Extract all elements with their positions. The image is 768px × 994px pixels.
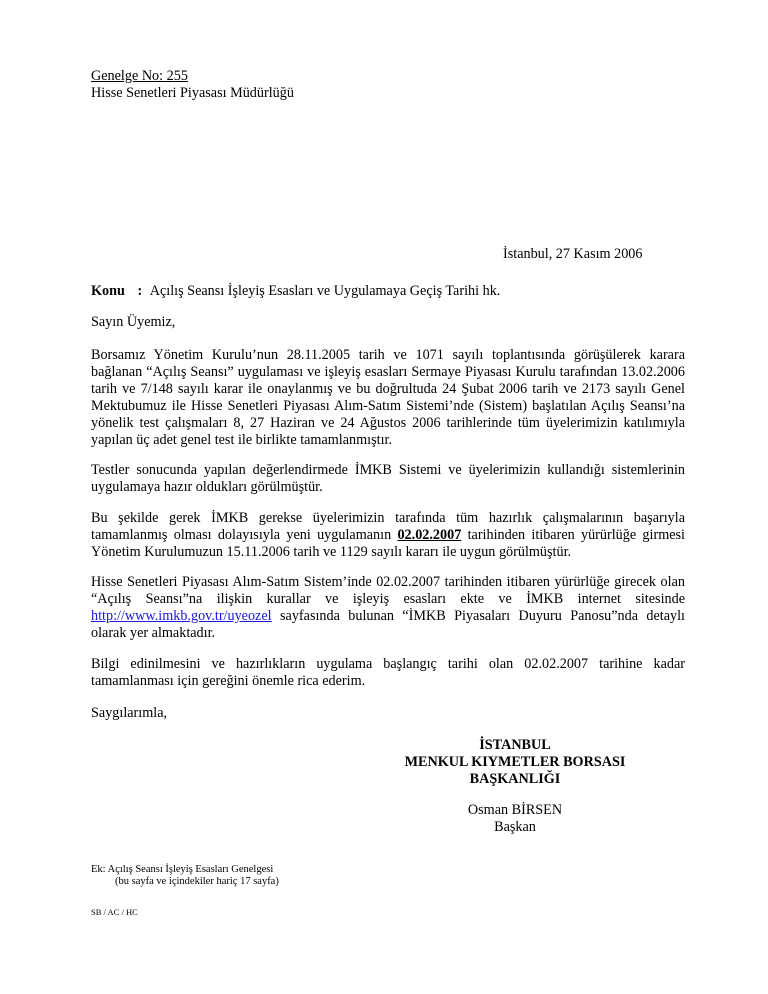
paragraph-4-text-start: Hisse Senetleri Piyasası Alım-Satım Sistem’inde 02.02.2007 tarihinden itibaren yürürlüğe girecek olan “Açılış Seansı”na ilişkin kurallar ve işleyiş esasları ekte ve İMKB internet sitesinde bbox=[91, 574, 685, 607]
paragraph-3-text-start: Bu şekilde gerek İMKB gerekse üyelerimizin tarafında tüm hazırlık çalışmalarının başarıyla tamamlanmış olması dolayısıyla yeni uygulamanın bbox=[91, 510, 685, 543]
subject-text: Açılış Seansı İşleyiş Esasları ve Uygulamaya Geçiş Tarihi hk. bbox=[149, 283, 501, 299]
reference-initials: SB / AC / HC bbox=[91, 907, 138, 917]
imkb-members-link[interactable]: http://www.imkb.gov.tr/uyeozel bbox=[91, 608, 272, 624]
subject-colon: : bbox=[137, 283, 143, 299]
paragraph-5: Bilgi edinilmesini ve hazırlıkların uygulama başlangıç tarihi olan 02.02.2007 tarihine kadar tamamlanması için gereğini önemle rica ederim. bbox=[91, 656, 685, 689]
attachment-note bbox=[91, 864, 279, 888]
signature-city: İSTANBUL bbox=[479, 737, 551, 753]
paragraph-2: Testler sonucunda yapılan değerlendirmede İMKB Sistemi ve üyelerimizin kullandığı sistemlerinin uygulamaya hazır oldukları görülmüştür. bbox=[91, 462, 685, 495]
signatory-title: Başkan bbox=[494, 819, 536, 835]
signature-org bbox=[360, 737, 670, 788]
signatory bbox=[360, 802, 670, 836]
signatory-name: Osman BİRSEN bbox=[467, 802, 563, 818]
attachment-line-1: Ek: Açılış Seansı İşleyiş Esasları Genelgesi bbox=[91, 864, 274, 875]
signature-presidency: BAŞKANLIĞI bbox=[469, 771, 561, 787]
effective-date: 02.02.2007 bbox=[397, 527, 462, 543]
circular-number: Genelge No: 255 bbox=[91, 68, 188, 84]
attachment-line-2: (bu sayfa ve içindekiler hariç 17 sayfa) bbox=[115, 876, 279, 887]
signature-exchange: MENKUL KIYMETLER BORSASI bbox=[404, 754, 626, 770]
paragraph-4 bbox=[91, 574, 685, 642]
paragraph-3 bbox=[91, 510, 685, 561]
department-name: Hisse Senetleri Piyasası Müdürlüğü bbox=[91, 85, 294, 101]
paragraph-1: Borsamız Yönetim Kurulu’nun 28.11.2005 tarih ve 1071 sayılı toplantısında görüşülerek karara bağlanan “Açılış Seansı” uygulaması ve işleyiş esasları Sermaye Piyasası Kurulu tarafından 13.02.2006 tarih ve 7/148 sayılı karar ile onaylanmış ve bu doğrultuda 24 Şubat 2006 tarih ve 2173 sayılı Genel Mektubumuz ile Hisse Senetleri Piyasası Alım-Satım Sistemi’nde (Sistem) başlatılan Açılış Seansı’na yönelik test çalışmaları 8, 27 Haziran ve 24 Ağustos 2006 tarihlerinde tüm üyelerimizin katılımıyla yapılan üç adet genel test ile birlikte tamamlanmıştır. bbox=[91, 347, 685, 448]
paragraph-3-text-end: tarihinden itibaren yürürlüğe girmesi Yönetim Kurulumuzun 15.11.2006 tarih ve 1129 sayılı kararı ile uygun görülmüştür. bbox=[91, 527, 685, 560]
subject-line bbox=[91, 283, 691, 300]
paragraph-4-text-end: sayfasında bulunan “İMKB Piyasaları Duyuru Panosu”nda detaylı olarak yer almaktadır. bbox=[91, 608, 685, 641]
closing: Saygılarımla, bbox=[91, 705, 168, 721]
date-line: İstanbul, 27 Kasım 2006 bbox=[503, 246, 643, 262]
salutation: Sayın Üyemiz, bbox=[91, 314, 176, 330]
subject-label: Konu bbox=[91, 283, 125, 299]
